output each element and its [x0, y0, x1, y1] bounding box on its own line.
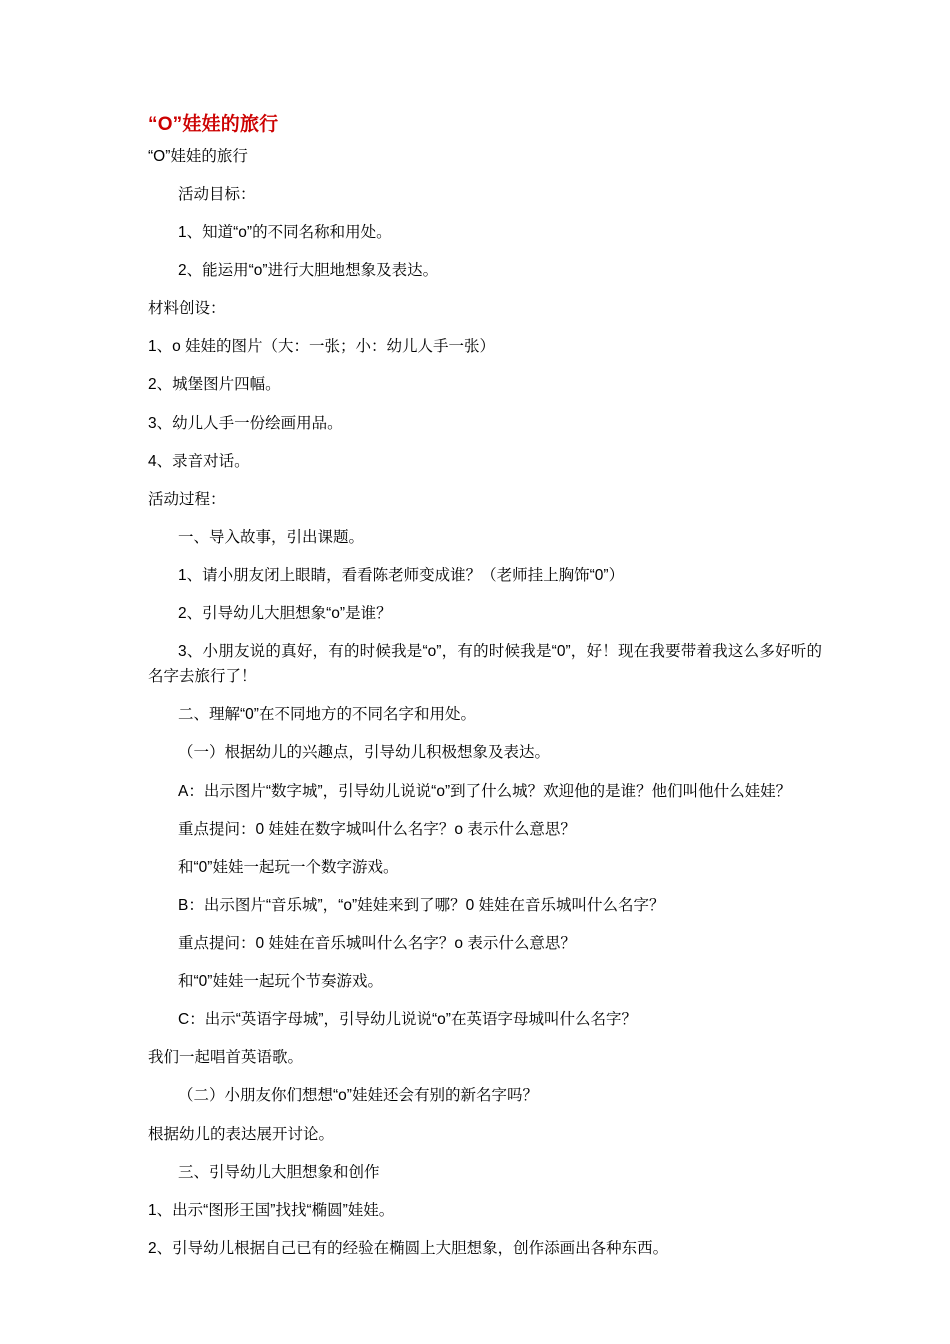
paragraph: 3、幼儿人手一份绘画用品。	[148, 414, 343, 432]
paragraph: 2、引导幼儿大胆想象“o”是谁？	[178, 605, 392, 623]
paragraph: 2、能运用“o”进行大胆地想象及表达。	[178, 262, 439, 280]
paragraph: 活动目标：	[178, 185, 256, 203]
paragraph: 2、城堡图片四幅。	[148, 376, 281, 394]
paragraph: （二）小朋友你们想想“o”娃娃还会有别的新名字吗？	[178, 1087, 538, 1105]
paragraph: 3、小朋友说的真好，有的时候我是“o”，有的时候我是“0”，好！现在我要带着我这么多好听的名字去旅行了！	[148, 643, 822, 686]
paragraph: 材料创设：	[148, 300, 226, 318]
paragraph: （一）根据幼儿的兴趣点，引导幼儿积极想象及表达。	[178, 744, 551, 762]
paragraph: 和“0”娃娃一起玩个节奏游戏。	[178, 973, 383, 991]
paragraph: C：出示“英语字母城”，引导幼儿说说“o”在英语字母城叫什么名字？	[178, 1011, 637, 1029]
paragraph: 三、引导幼儿大胆想象和创作	[178, 1163, 380, 1181]
paragraph: 和“0”娃娃一起玩一个数字游戏。	[178, 858, 399, 876]
paragraph: 1、知道“o”的不同名称和用处。	[178, 223, 392, 241]
paragraph: 1、o 娃娃的图片（大：一张；小：幼儿人手一张）	[148, 338, 496, 356]
paragraph: 重点提问：0 娃娃在音乐城叫什么名字？o 表示什么意思？	[178, 935, 576, 953]
paragraph: 我们一起唱首英语歌。	[148, 1049, 304, 1067]
paragraph: 2、引导幼儿根据自己已有的经验在椭圆上大胆想象，创作添画出各种东西。	[148, 1239, 669, 1257]
paragraph: 活动过程：	[148, 490, 226, 508]
paragraph: A：出示图片“数字城”，引导幼儿说说“o”到了什么城？欢迎他的是谁？他们叫他什么娃娃？	[178, 782, 792, 800]
paragraph: 一、导入故事，引出课题。	[178, 528, 365, 546]
page-title: “O”娃娃的旅行	[148, 114, 279, 135]
document-subtitle: “O”娃娃的旅行	[148, 147, 248, 165]
paragraph: 二、理解“0”在不同地方的不同名字和用处。	[178, 706, 476, 724]
paragraph: B：出示图片“音乐城”，“o”娃娃来到了哪？0 娃娃在音乐城叫什么名字？	[178, 896, 665, 914]
document-body	[148, 182, 822, 1261]
paragraph: 1、出示“图形王国”找找“椭圆”娃娃。	[148, 1201, 395, 1219]
paragraph: 1、请小朋友闭上眼睛，看看陈老师变成谁？（老师挂上胸饰“0”）	[178, 566, 625, 584]
paragraph: 根据幼儿的表达展开讨论。	[148, 1125, 335, 1143]
paragraph: 重点提问：0 娃娃在数字城叫什么名字？o 表示什么意思？	[178, 820, 576, 838]
paragraph: 4、录音对话。	[148, 452, 250, 470]
